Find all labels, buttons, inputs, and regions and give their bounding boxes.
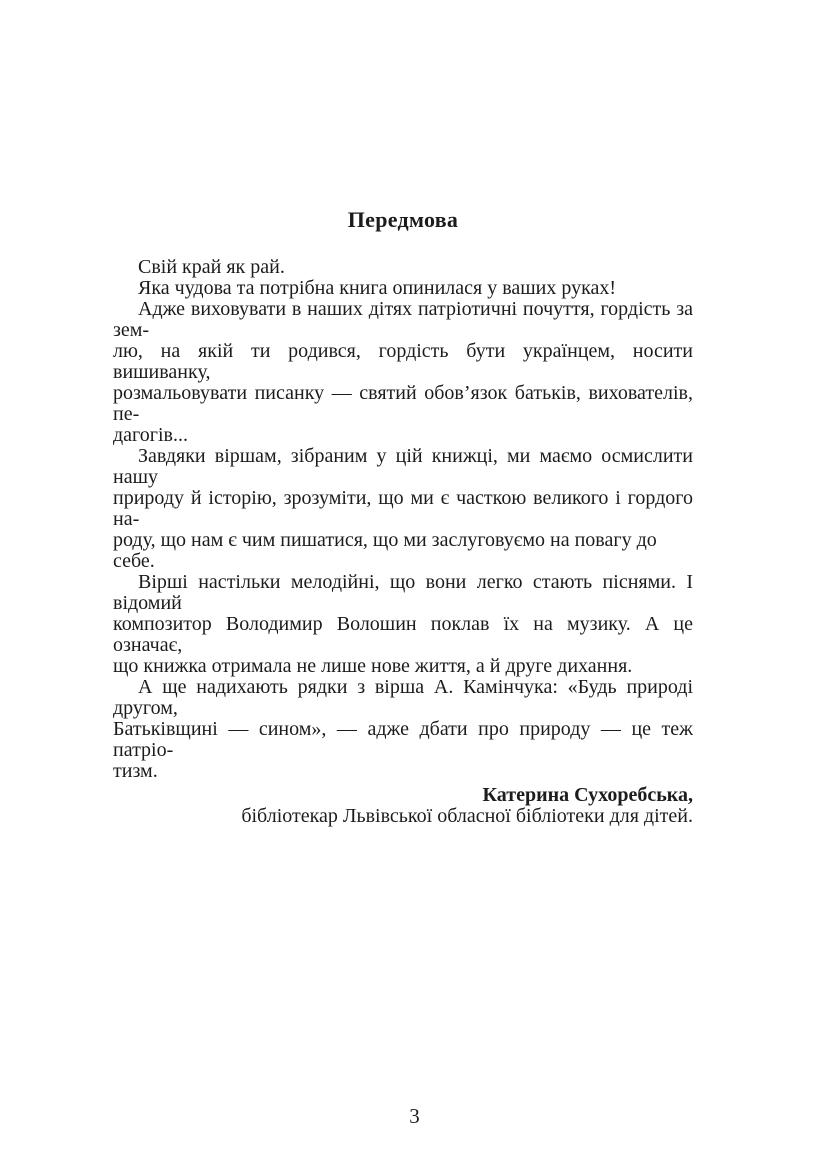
text-line: роду, що нам є чим пишатися, що ми заслуговуємо на повагу до себе.: [113, 529, 657, 572]
text-line: Яка чудова та потрібна книга опинилася у ваших руках!: [138, 277, 617, 299]
paragraph: [113, 299, 693, 446]
page-footer: [0, 1104, 829, 1128]
text-line: Вірші настільки мелодійні, що вони легко стають піснями. І відомий: [113, 571, 693, 614]
paragraph: [113, 677, 693, 782]
page-title: Передмова: [347, 207, 459, 232]
signature-role: бібліотекар Львівської обласної бібліотеки для дітей.: [241, 805, 693, 827]
text-line: композитор Володимир Волошин поклав їх на музику. А це означає,: [113, 613, 693, 656]
preface-body: [113, 257, 693, 782]
text-line: А ще надихають рядки з вірша А. Камінчука: «Будь природі другом,: [113, 676, 693, 719]
paragraph: [113, 446, 693, 572]
text-line: Батьківщині — сином», — адже дбати про природу — це теж патріо-: [113, 718, 693, 761]
paragraph: [113, 278, 693, 299]
text-line: що книжка отримала не лише нове життя, а й друге дихання.: [113, 655, 633, 677]
signature-name: Катерина Сухоребська,: [482, 784, 693, 806]
text-line: Свій край як рай.: [138, 256, 285, 278]
paragraph: [113, 572, 693, 677]
preface-section: [113, 207, 693, 827]
text-line: розмальовувати писанку — святий обов’язок батьків, вихователів, пе-: [113, 382, 693, 425]
text-line: Адже виховувати в наших дітях патріотичні почуття, гордість за зем-: [113, 298, 693, 341]
page-number: 3: [409, 1104, 420, 1128]
signature-block: [113, 785, 693, 827]
text-line: дагогів...: [113, 424, 188, 446]
text-line: лю, на якій ти родився, гордість бути українцем, носити вишиванку,: [113, 340, 693, 383]
text-line: Завдяки віршам, зібраним у цій книжці, ми маємо осмислити нашу: [113, 445, 693, 488]
paragraph: [113, 257, 693, 278]
text-line: тизм.: [113, 760, 158, 782]
text-line: природу й історію, зрозуміти, що ми є часткою великого і гордого на-: [113, 487, 693, 530]
